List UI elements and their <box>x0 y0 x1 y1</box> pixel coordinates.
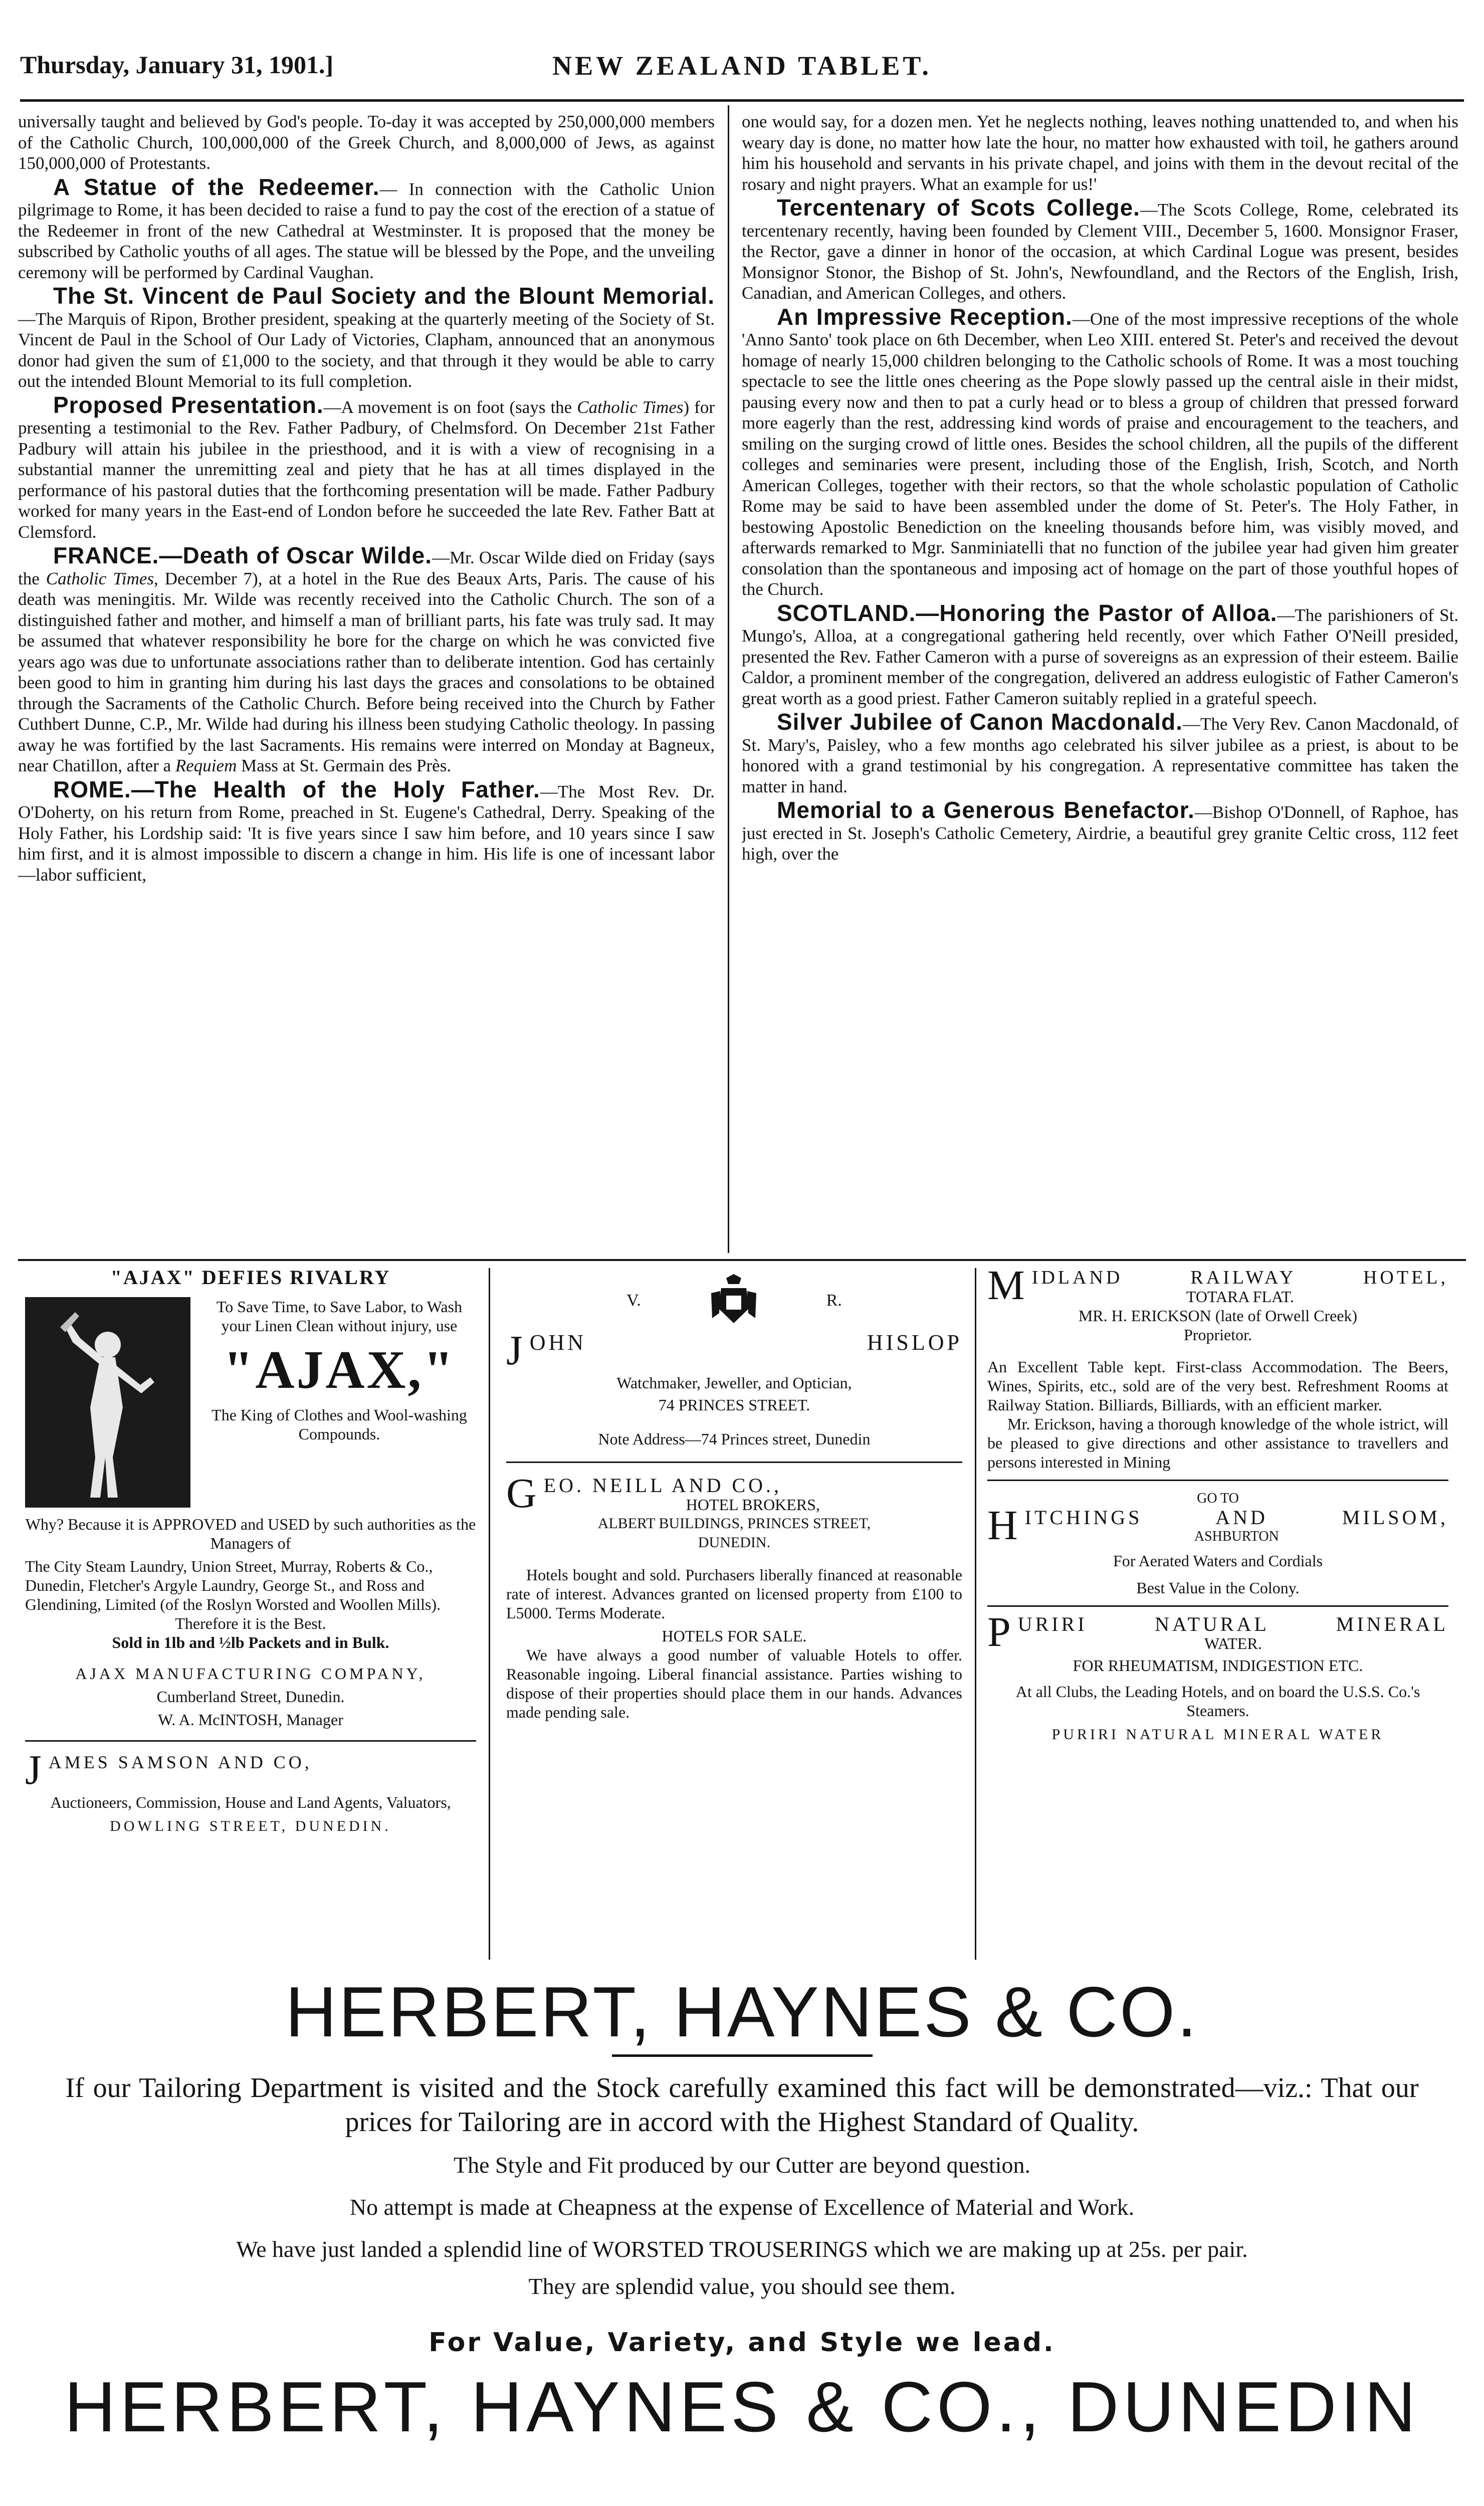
neill-sale-heading: HOTELS FOR SALE. <box>662 1627 807 1645</box>
issue-date: Thursday, January 31, 1901.] <box>20 51 334 79</box>
midland-body-2: Mr. Erickson, having a thorough knowledge of the whole istrict, will be pleased to give directions and other assistance to travellers and persons interested in Mining <box>987 1415 1448 1471</box>
ad-column-1 <box>25 1268 476 1960</box>
herbert-footer: HERBERT, HAYNES & CO., DUNEDIN <box>64 2367 1420 2447</box>
herbert-haynes-title: HERBERT, HAYNES & CO. <box>285 1972 1199 2052</box>
ajax-tagline: The King of Clothes and Wool-washing Compounds. <box>211 1406 467 1443</box>
article-heading: SCOTLAND.—Honoring the Pastor of Alloa. <box>777 599 1278 626</box>
article-body: —The Marquis of Ripon, Brother president, speaking at the quarterly meeting of the Society of St. Vincent de Paul in the School of Our Lady of Victories, Clapham, announced that an anonymous donor had given the sum of £1,000 to the society, and that through it they would be able to carry out the intended Blount Memorial to its full completion. <box>18 309 715 391</box>
puriri-name: URIRI NATURAL MINERAL <box>1017 1613 1448 1635</box>
header-rule <box>20 99 1464 102</box>
ad-divider <box>987 1605 1448 1607</box>
ad-divider <box>987 1480 1448 1481</box>
ajax-users: The City Steam Laundry, Union Street, Murray, Roberts & Co., Dunedin, Fletcher's Argyle Laundry, George St., and Ross and Glendining, Limited (of the Roslyn Worsted and Woollen Mills). <box>25 1557 441 1613</box>
hislop-street: 74 PRINCES STREET. <box>658 1396 810 1414</box>
hitchings-name: ITCHINGS AND MILSOM, <box>1024 1506 1448 1529</box>
puriri-footer: PURIRI NATURAL MINERAL WATER <box>1051 1726 1384 1743</box>
ad-column-rule <box>975 1268 976 1960</box>
midland-proprietor: MR. H. ERICKSON (late of Orwell Creek) <box>1078 1307 1358 1325</box>
article-body: —One of the most impressive receptions of the whole 'Anno Santo' took place on 6th December, when Leo XIII. entered St. Peter's and received the devout homage of nearly 15,000 children belonging to the Catholic schools of Rome. It was a most touching spectacle to see the little ones cheering as the Pope slowly passed up the central aisle in their midst, pausing every now and then to pat a curly head or to bless a group of children that pressed forward more eagerly than the rest, addressing kind words of praise and encouragement to the teachers, and smiling on the surging crowd of little ones. Besides the school children, all the pupils of the different colleges and seminaries were present, including those of the English, Irish, Scotch, and North American Colleges, together with their rectors, so that the whole scholastic population of Catholic Rome may be said to have been assembled under the dome of St. Peter's. The Holy Father, in bestowing Apostolic Benediction on the kneeling thousands before him, was visibly moved, and afterwards remarked to Mgr. Sanminiatelli that no function of the jubilee year had given him greater consolation than the spontaneous and imposing act of homage on the part of those youthful hopes of the Church. <box>742 309 1458 599</box>
article-heading: A Statue of the Redeemer. <box>53 173 380 200</box>
article-body: , December 7), at a hotel in the Rue des Beaux Arts, Paris. The cause of his death was meningitis. Mr. Wilde was recently received into the Catholic Church. The son of a distinguished father and mother, and himself a man of brilliant parts, his fate was truly sad. It may be assumed that whatever responsibility he bore for the charge on which he was convicted five years ago was due to unfortunate associations rather than to deliberate intention. God has certainly been good to him in granting him during his last days the graces and consolations to be obtained through the Sacraments of the Catholic Church. Before being received into the Church by Father Cuthbert Dunne, C.P., Mr. Wilde had during his illness been studying Catholic theology. In passing away he was fortified by the last Sacraments. His remains were interred on Monday at Bagneux, near Chatillon, after a <box>18 568 715 775</box>
article-france <box>18 542 715 776</box>
herbert-trouserings: We have just landed a splendid line of WORSTED TROUSERINGS which we are making up at 25s. per pair. <box>236 2236 1248 2262</box>
ajax-hercules-illustration <box>25 1297 190 1508</box>
ajax-heading: "AJAX" DEFIES RIVALRY <box>110 1268 391 1289</box>
herbert-splendid: They are splendid value, you should see them. <box>528 2273 956 2299</box>
article-heading: Memorial to a Generous Benefactor. <box>777 797 1195 823</box>
herbert-style: The Style and Fit produced by our Cutter are beyond question. <box>453 2152 1031 2178</box>
article-body: —The Scots College, Rome, celebrated its tercentenary recently, having been founded by Clement VIII., December 5, 1600. Monsignor Fraser, the Rector, gave a dinner in honor of the occasion, at which Cardinal Logue was present, besides Monsignor Stonor, the Bishop of St. John's, Newfoundland, and the Rectors of the English, Irish, Canadian, and American Colleges, and others. <box>742 200 1458 303</box>
neill-address: ALBERT BUILDINGS, PRINCES STREET, <box>597 1515 871 1532</box>
ajax-company: AJAX MANUFACTURING COMPANY, <box>75 1664 426 1683</box>
hitchings-line-1: For Aerated Waters and Cordials <box>1113 1552 1323 1570</box>
article-body: —The Very Rev. Canon Macdonald, of St. Mary's, Paisley, who a few months ago celebrated his silver jubilee as a priest, is about to be honored with a grand testimonial by his congregation. A representative committee has taken the matter in hand. <box>742 714 1458 796</box>
hislop-name: OHN HISLOP <box>529 1330 962 1355</box>
drop-initial: P <box>987 1609 1014 1655</box>
ad-column-3 <box>987 1268 1448 1960</box>
puriri-advertisement <box>987 1609 1448 1744</box>
midland-proprietor-title: Proprietor. <box>1184 1326 1252 1344</box>
neill-name: EO. NEILL AND CO., <box>543 1474 782 1497</box>
herbert-intro: If our Tailoring Department is visited and the Stock carefully examined this fact will be demonstrated—viz.: That our prices for Tailoring are in accord with the Highest Standard of Quality. <box>65 2072 1419 2138</box>
article-reception <box>742 303 1458 600</box>
article-heading: FRANCE.—Death of Oscar Wilde. <box>53 542 433 568</box>
ad-column-rule <box>489 1268 490 1960</box>
ad-column-2 <box>506 1268 962 1960</box>
article-body: —A movement is on foot (says the <box>323 397 577 417</box>
article-continuation: universally taught and believed by God's people. To-day it was accepted by 250,000,000 members of the Catholic Church, 100,000,000 of the Greek Church, and 8,000,000 of Jews, as against 150,000,000 of Protestants. <box>18 112 715 173</box>
royal-crest-icon <box>706 1273 761 1328</box>
article-rome <box>18 776 715 886</box>
article-scots-college <box>742 194 1458 304</box>
article-heading: The St. Vincent de Paul Society and the Blount Memorial. <box>53 283 715 309</box>
article-body: —Mr. Oscar Wilde died on Friday (says the <box>18 548 715 588</box>
article-heading: Proposed Presentation. <box>53 391 324 418</box>
neill-city: DUNEDIN. <box>698 1534 771 1551</box>
drop-initial: M <box>987 1268 1028 1309</box>
puriri-clubs: At all Clubs, the Leading Hotels, and on board the U.S.S. Co.'s Steamers. <box>1015 1683 1420 1720</box>
masthead-title: NEW ZEALAND TABLET. <box>552 51 932 81</box>
hercules-figure-icon <box>25 1297 190 1508</box>
article-continuation: one would say, for a dozen men. Yet he neglects nothing, leaves nothing unattended to, and when his weary day is done, no matter how late the hour, no matter how exhausted with toil, he gathers around him his household and servants in his private chapel, and joins with them in the devout recital of the rosary and night prayers. What an example for us!' <box>742 112 1458 194</box>
article-memorial <box>742 797 1458 865</box>
midland-name: IDLAND RAILWAY HOTEL, <box>1031 1268 1448 1288</box>
puriri-sub: WATER. <box>1204 1634 1262 1652</box>
samson-name: AMES SAMSON AND CO, <box>48 1752 312 1772</box>
midland-place: TOTARA FLAT. <box>1186 1288 1294 1306</box>
neill-advertisement <box>506 1470 962 1722</box>
news-column-left <box>18 111 715 1249</box>
ajax-street: Cumberland Street, Dunedin. <box>156 1688 345 1706</box>
article-heading: ROME.—The Health of the Holy Father. <box>53 776 540 802</box>
drop-initial: J <box>25 1747 45 1793</box>
running-head <box>20 50 1464 90</box>
column-rule <box>728 105 729 1253</box>
samson-advertisement <box>25 1747 476 1836</box>
italic-term: Requiem <box>175 756 237 775</box>
advertisements-rule <box>18 1259 1466 1261</box>
midland-hotel-advertisement <box>987 1268 1448 1472</box>
article-statue <box>18 173 715 283</box>
source-name: Catholic Times <box>577 397 684 417</box>
ajax-sold: Sold in 1lb and ½lb Packets and in Bulk. <box>112 1633 389 1651</box>
samson-description: Auctioneers, Commission, House and Land Agents, Valuators, <box>50 1793 451 1811</box>
article-scotland <box>742 599 1458 709</box>
neill-sale-body: We have always a good number of valuable Hotels to offer. Reasonable ingoing. Liberal financial assistance. Parties wishing to dispose of their properties should place them in our hands. Advances made pending sale. <box>506 1646 962 1721</box>
hislop-advertisement <box>506 1273 962 1448</box>
hitchings-line-2: Best Value in the Colony. <box>1136 1579 1300 1597</box>
article-heading: Silver Jubilee of Canon Macdonald. <box>777 709 1183 735</box>
ajax-therefore: Therefore it is the Best. <box>175 1614 326 1632</box>
article-heading: Tercentenary of Scots College. <box>777 194 1140 221</box>
royal-cipher-v: V. <box>626 1291 641 1310</box>
neill-subtitle: HOTEL BROKERS, <box>686 1496 820 1514</box>
herbert-haynes-advertisement <box>20 1972 1464 2493</box>
herbert-tagline: For Value, Variety, and Style we lead. <box>429 2328 1055 2358</box>
ajax-advertisement <box>25 1268 476 1729</box>
title-underline <box>612 2054 873 2057</box>
ad-divider <box>506 1461 962 1463</box>
article-body: —Bishop O'Donnell, of Raphoe, has just erected in St. Joseph's Catholic Cemetery, Airdrie, a beautiful grey granite Celtic cross, 112 feet high, over the <box>742 802 1458 864</box>
royal-cipher-r: R. <box>826 1291 842 1310</box>
article-body: Mass at St. Germain des Près. <box>237 756 452 775</box>
hislop-trade: Watchmaker, Jeweller, and Optician, <box>616 1374 852 1392</box>
midland-body: An Excellent Table kept. First-class Accommodation. The Beers, Wines, Spirits, etc., sold are of the very best. Refreshment Rooms at Railway Station. Billiards, Billiards, with an efficient marker. <box>987 1358 1448 1414</box>
article-body: ) for presenting a testimonial to the Rev. Father Padbury, of Chelmsford. On December 21st Father Padbury will attain his jubilee in the priesthood, and it is with a view of recognising in a substantial manner the unremitting zeal and piety that he has at all times displayed in the performance of his pastoral duties that the forthcoming presentation will be made. Father Padbury worked for many years in the East-end of London before he succeeded the late Rev. Father Batt at Clemsford. <box>18 397 715 542</box>
drop-initial: H <box>987 1502 1021 1549</box>
ajax-why: Why? Because it is APPROVED and USED by such authorities as the Managers of <box>25 1515 476 1552</box>
article-body: —The Most Rev. Dr. O'Doherty, on his return from Rome, preached in St. Eugene's Cathedral, Derry. Speaking of the Holy Father, his Lordship said: 'It is five years since I saw him before, and 10 years since I saw him first, and it is almost impossible to discern a change in him. His life is one of incessant labor—labor sufficient, <box>18 781 715 885</box>
source-name: Catholic Times <box>46 568 154 588</box>
drop-initial: J <box>506 1327 526 1374</box>
neill-body: Hotels bought and sold. Purchasers liberally financed at reasonable rate of interest. Advances granted on licensed property from £100 to L5000. Terms Moderate. <box>506 1566 962 1622</box>
samson-address: DOWLING STREET, DUNEDIN. <box>110 1818 391 1834</box>
article-heading: An Impressive Reception. <box>777 303 1073 330</box>
article-body: — In connection with the Catholic Union pilgrimage to Rome, it has been decided to raise a fund to pay the cost of the erection of a statue of the Redeemer in front of the new Cathedral at Westminster. It is proposed that the money be subscribed by Catholic youths of all ages. The statue will be blessed by the Pope, and the unveiling ceremony will be performed by Cardinal Vaughan. <box>18 179 715 282</box>
hitchings-advertisement <box>987 1489 1448 1597</box>
drop-initial: G <box>506 1470 540 1517</box>
hitchings-town: ASHBURTON <box>1194 1529 1279 1544</box>
hitchings-goto: GO TO <box>1197 1491 1239 1506</box>
ajax-intro: To Save Time, to Save Labor, to Wash your Linen Clean without injury, use <box>216 1298 463 1335</box>
herbert-cheapness: No attempt is made at Cheapness at the expense of Excellence of Material and Work. <box>349 2194 1135 2220</box>
article-body: —The parishioners of St. Mungo's, Alloa, at a congregational gathering held recently, over which Father O'Neill presided, presented the Rev. Father Cameron with a purse of sovereigns as an expression of their esteem. Bailie Caldor, a prominent member of the congregation, delivered an address eulogistic of Father Cameron's great worth as a good priest. Father Cameron suitably replied in a grateful speech. <box>742 605 1458 708</box>
ad-divider <box>25 1740 476 1742</box>
puriri-for: FOR RHEUMATISM, INDIGESTION ETC. <box>1073 1656 1363 1675</box>
article-svdp <box>18 283 715 392</box>
ajax-manager: W. A. McINTOSH, Manager <box>158 1711 343 1729</box>
article-jubilee <box>742 709 1458 797</box>
hislop-note: Note Address—74 Princes street, Dunedin <box>598 1430 871 1448</box>
article-presentation <box>18 391 715 543</box>
news-column-right <box>742 111 1458 1249</box>
ajax-brand: "AJAX," <box>223 1340 456 1400</box>
